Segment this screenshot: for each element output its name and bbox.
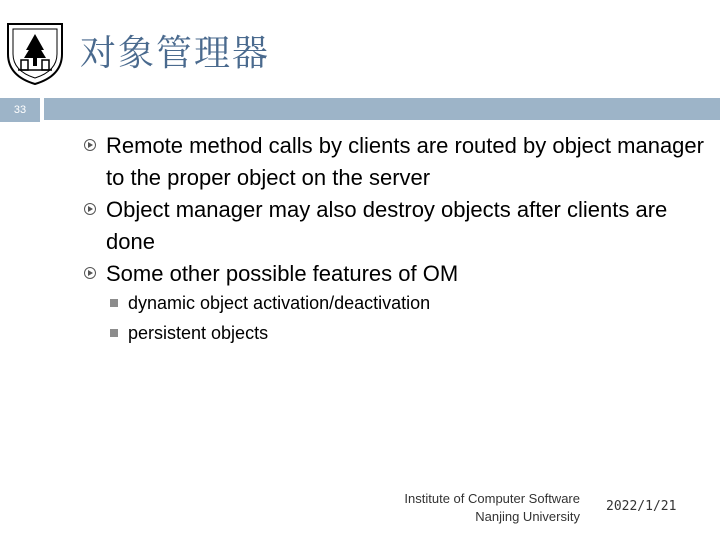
- bullet-marker-icon: [84, 203, 96, 215]
- slide-number: 33: [13, 104, 27, 116]
- bullet-text: Object manager may also destroy objects after clients are done: [106, 197, 668, 254]
- footer-institute-line2: Nanjing University: [475, 509, 580, 524]
- footer-date: 2022/1/21: [606, 499, 677, 514]
- sub-bullet-text: persistent objects: [128, 323, 269, 343]
- slide-title: 对象管理器: [80, 33, 271, 74]
- bullet-text: Remote method calls by clients are routed by object manager to the proper object on the server: [106, 133, 704, 190]
- footer-institute-line1: Institute of Computer Software: [404, 491, 580, 506]
- sub-bullet-text: dynamic object activation/deactivation: [128, 293, 431, 313]
- bullet-item: [84, 130, 704, 194]
- sub-bullet-list: [108, 288, 430, 348]
- bullet-marker-icon: [84, 267, 96, 279]
- bullet-list: [84, 130, 704, 290]
- bullet-item: [84, 194, 704, 258]
- sub-bullet-item: [108, 318, 430, 348]
- header-accent-bar: [44, 98, 720, 120]
- sub-bullet-item: [108, 288, 430, 318]
- footer-institute: [380, 490, 580, 526]
- bullet-text: Some other possible features of OM: [106, 261, 459, 286]
- square-bullet-icon: [110, 329, 118, 337]
- square-bullet-icon: [110, 299, 118, 307]
- bullet-item: [84, 258, 704, 290]
- bullet-marker-icon: [84, 139, 96, 151]
- university-logo-icon: [4, 20, 66, 86]
